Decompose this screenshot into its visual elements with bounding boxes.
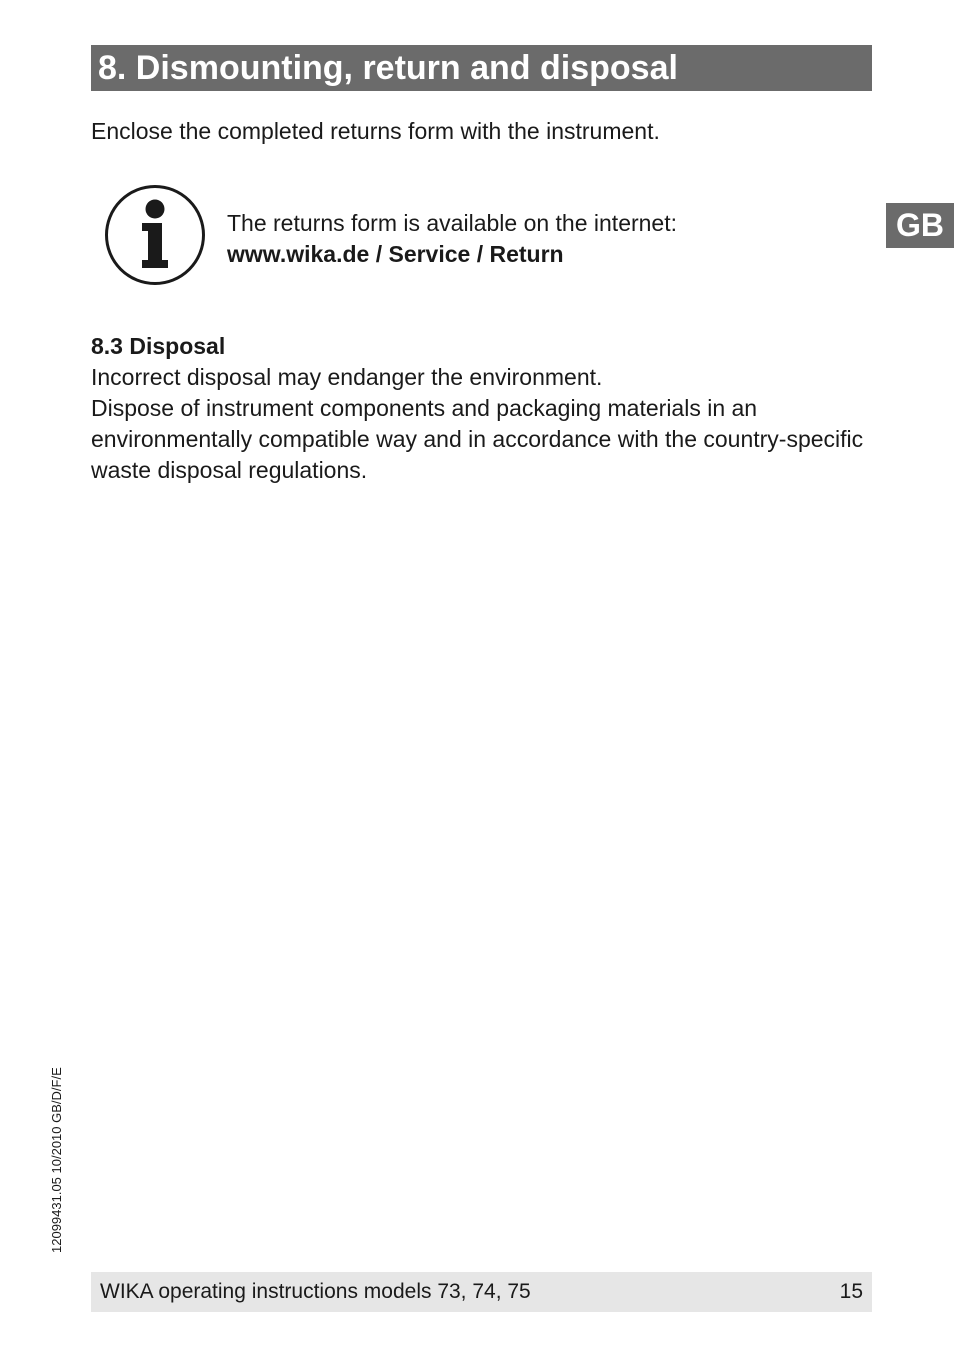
returns-form-link: www.wika.de / Service / Return bbox=[227, 241, 564, 267]
disposal-section bbox=[91, 331, 871, 486]
section-header bbox=[91, 45, 872, 91]
intro-text: Enclose the completed returns form with the instrument. bbox=[91, 118, 660, 144]
info-icon bbox=[104, 184, 206, 286]
disposal-paragraph: Incorrect disposal may endanger the environment. bbox=[91, 364, 603, 390]
document-code: 12099431.05 10/2010 GB/D/F/E bbox=[49, 1067, 64, 1253]
page-number: 15 bbox=[839, 1280, 863, 1303]
section-title: 8. Dismounting, return and disposal bbox=[98, 49, 678, 87]
language-tab: GB bbox=[886, 203, 954, 248]
info-note-text: The returns form is available on the internet: bbox=[227, 210, 678, 236]
info-note bbox=[227, 208, 787, 270]
footer-title: WIKA operating instructions models 73, 74, 75 bbox=[100, 1280, 531, 1303]
disposal-heading: 8.3 Disposal bbox=[91, 333, 226, 359]
disposal-paragraph: Dispose of instrument components and packaging materials in an environmentally compatible way and in accordance with the country-specific waste disposal regulations. bbox=[91, 395, 864, 483]
page-footer bbox=[91, 1272, 872, 1312]
